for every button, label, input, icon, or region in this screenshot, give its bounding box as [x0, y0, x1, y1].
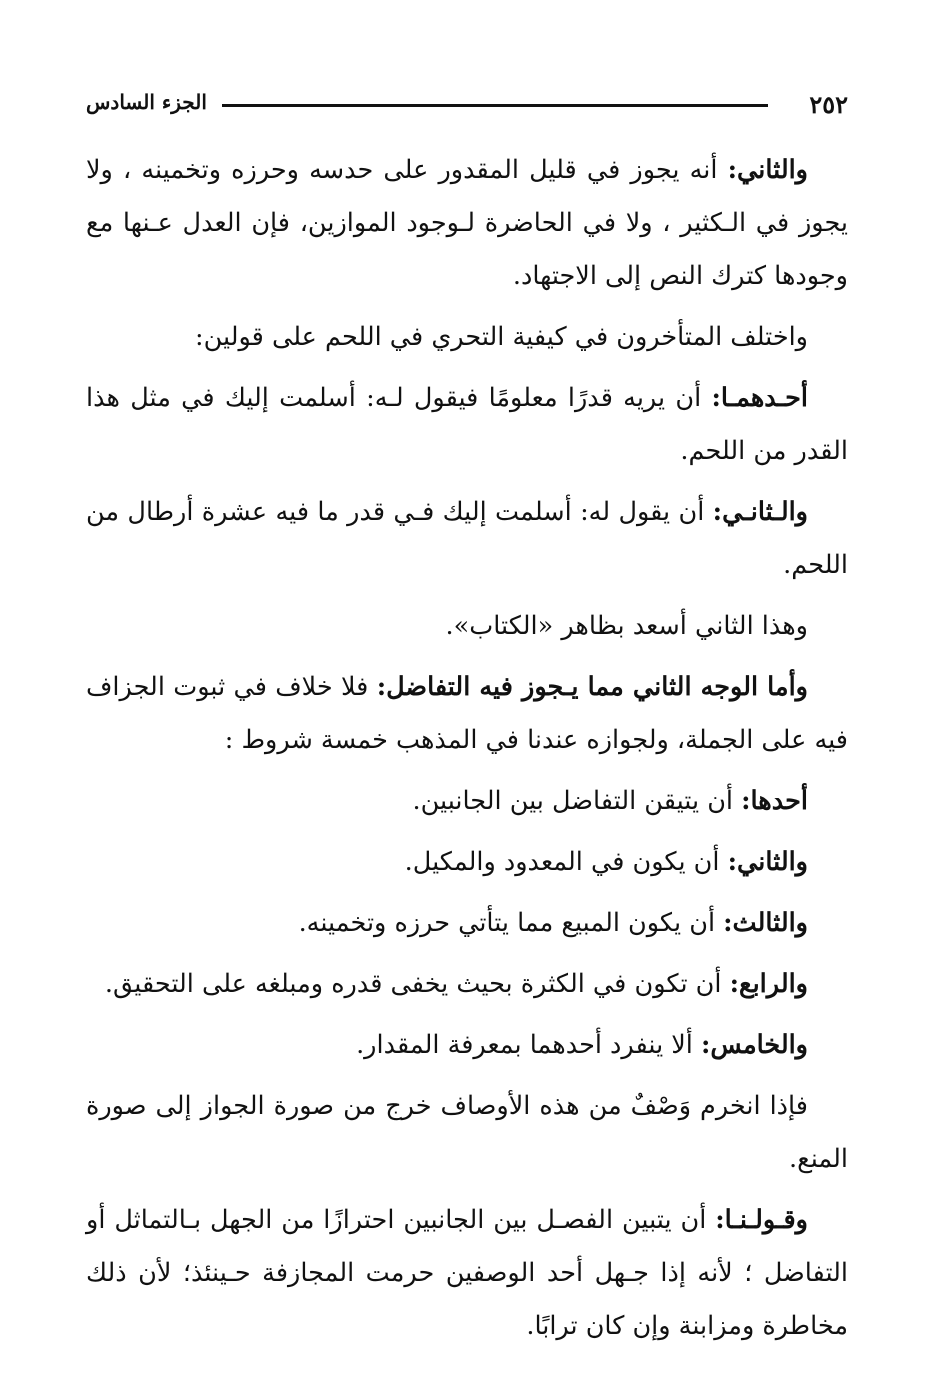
- paragraph: [86, 600, 848, 653]
- paragraph: [86, 661, 848, 767]
- paragraph: [86, 958, 848, 1011]
- paragraph: [86, 372, 848, 478]
- paragraph-text: أن يتيقن التفاضل بين الجانبين.: [412, 786, 742, 816]
- paragraph-lead: أحدها:: [741, 786, 808, 816]
- paragraph-text: أن تكون في الكثرة بحيث يخفى قدره ومبلغه على التحقيق.: [104, 969, 730, 999]
- header-rule: [222, 104, 768, 107]
- paragraph-text: واختلف المتأخرون في كيفية التحري في اللحم على قولين:: [195, 322, 808, 352]
- paragraph: [86, 311, 848, 364]
- paragraph-text: فإذا انخرم وَصْفٌ من هذه الأوصاف خرج من صورة الجواز إلى صورة المنع.: [86, 1091, 848, 1174]
- paragraph-lead: وأما الوجه الثاني مما يـجوز فيه التفاضل:: [376, 672, 808, 702]
- paragraph-text: ألا ينفرد أحدهما بمعرفة المقدار.: [356, 1030, 702, 1060]
- paragraph-text: أن يتبين الفصـل بين الجانبين احترازًا من الجهل بـالتماثل أو التفاضل ؛ لأنه إذا جـهل أحد الوصفين حرمت المجازفة حـينئذ؛ لأن ذلك مخاطرة ومزابنة وإن كان ترابًا.: [86, 1205, 848, 1341]
- paragraph-text: أن يكون في المعدود والمكيل.: [404, 847, 728, 877]
- paragraph-text: أن يريه قدرًا معلومًا فيقول لـه: أسلمت إليك في مثل هذا القدر من اللحم.: [86, 383, 848, 466]
- paragraph: [86, 1019, 848, 1072]
- paragraph-text: أنه يجوز في قليل المقدور على حدسه وحرزه وتخمينه ، ولا يجوز في الـكثير ، ولا في الحاضرة لـوجود الموازين، فإن العدل عـنها مع وجودها كترك النص إلى الاجتهاد.: [86, 155, 848, 291]
- paragraph: [86, 486, 848, 592]
- paragraph-text: أن يكون المبيع مما يتأتي حرزه وتخمينه.: [298, 908, 724, 938]
- paragraph: [86, 144, 848, 303]
- running-title: الجزء السادس: [86, 90, 207, 114]
- paragraph: [86, 836, 848, 889]
- paragraph: [86, 897, 848, 950]
- paragraph-text: أن يقول له: أسلمت إليك فـي قدر ما فيه عشرة أرطال من اللحم.: [86, 497, 848, 580]
- paragraph-text: فلا خلاف في ثبوت الجزاف فيه على الجملة، ولجوازه عندنا في المذهب خمسة شروط :: [86, 672, 848, 755]
- paragraph: [86, 775, 848, 828]
- paragraph-lead: وقـولـنـا:: [715, 1205, 808, 1235]
- paragraph-lead: والثاني:: [727, 155, 808, 185]
- paragraph-lead: والخامس:: [701, 1030, 808, 1060]
- paragraph-lead: أحـدهمـا:: [711, 383, 808, 413]
- page-body: [86, 144, 848, 1361]
- paragraph-lead: والرابع:: [729, 969, 808, 999]
- paragraph: [86, 1080, 848, 1186]
- paragraph: [86, 1194, 848, 1353]
- paragraph-text: وهذا الثاني أسعد بظاهر «الكتاب».: [445, 611, 808, 641]
- page-header: [86, 86, 848, 126]
- paragraph-lead: والثالث:: [723, 908, 808, 938]
- paragraph-lead: والـثانـي:: [712, 497, 808, 527]
- page-number: ٢٥٢: [809, 90, 848, 119]
- paragraph-lead: والثاني:: [727, 847, 808, 877]
